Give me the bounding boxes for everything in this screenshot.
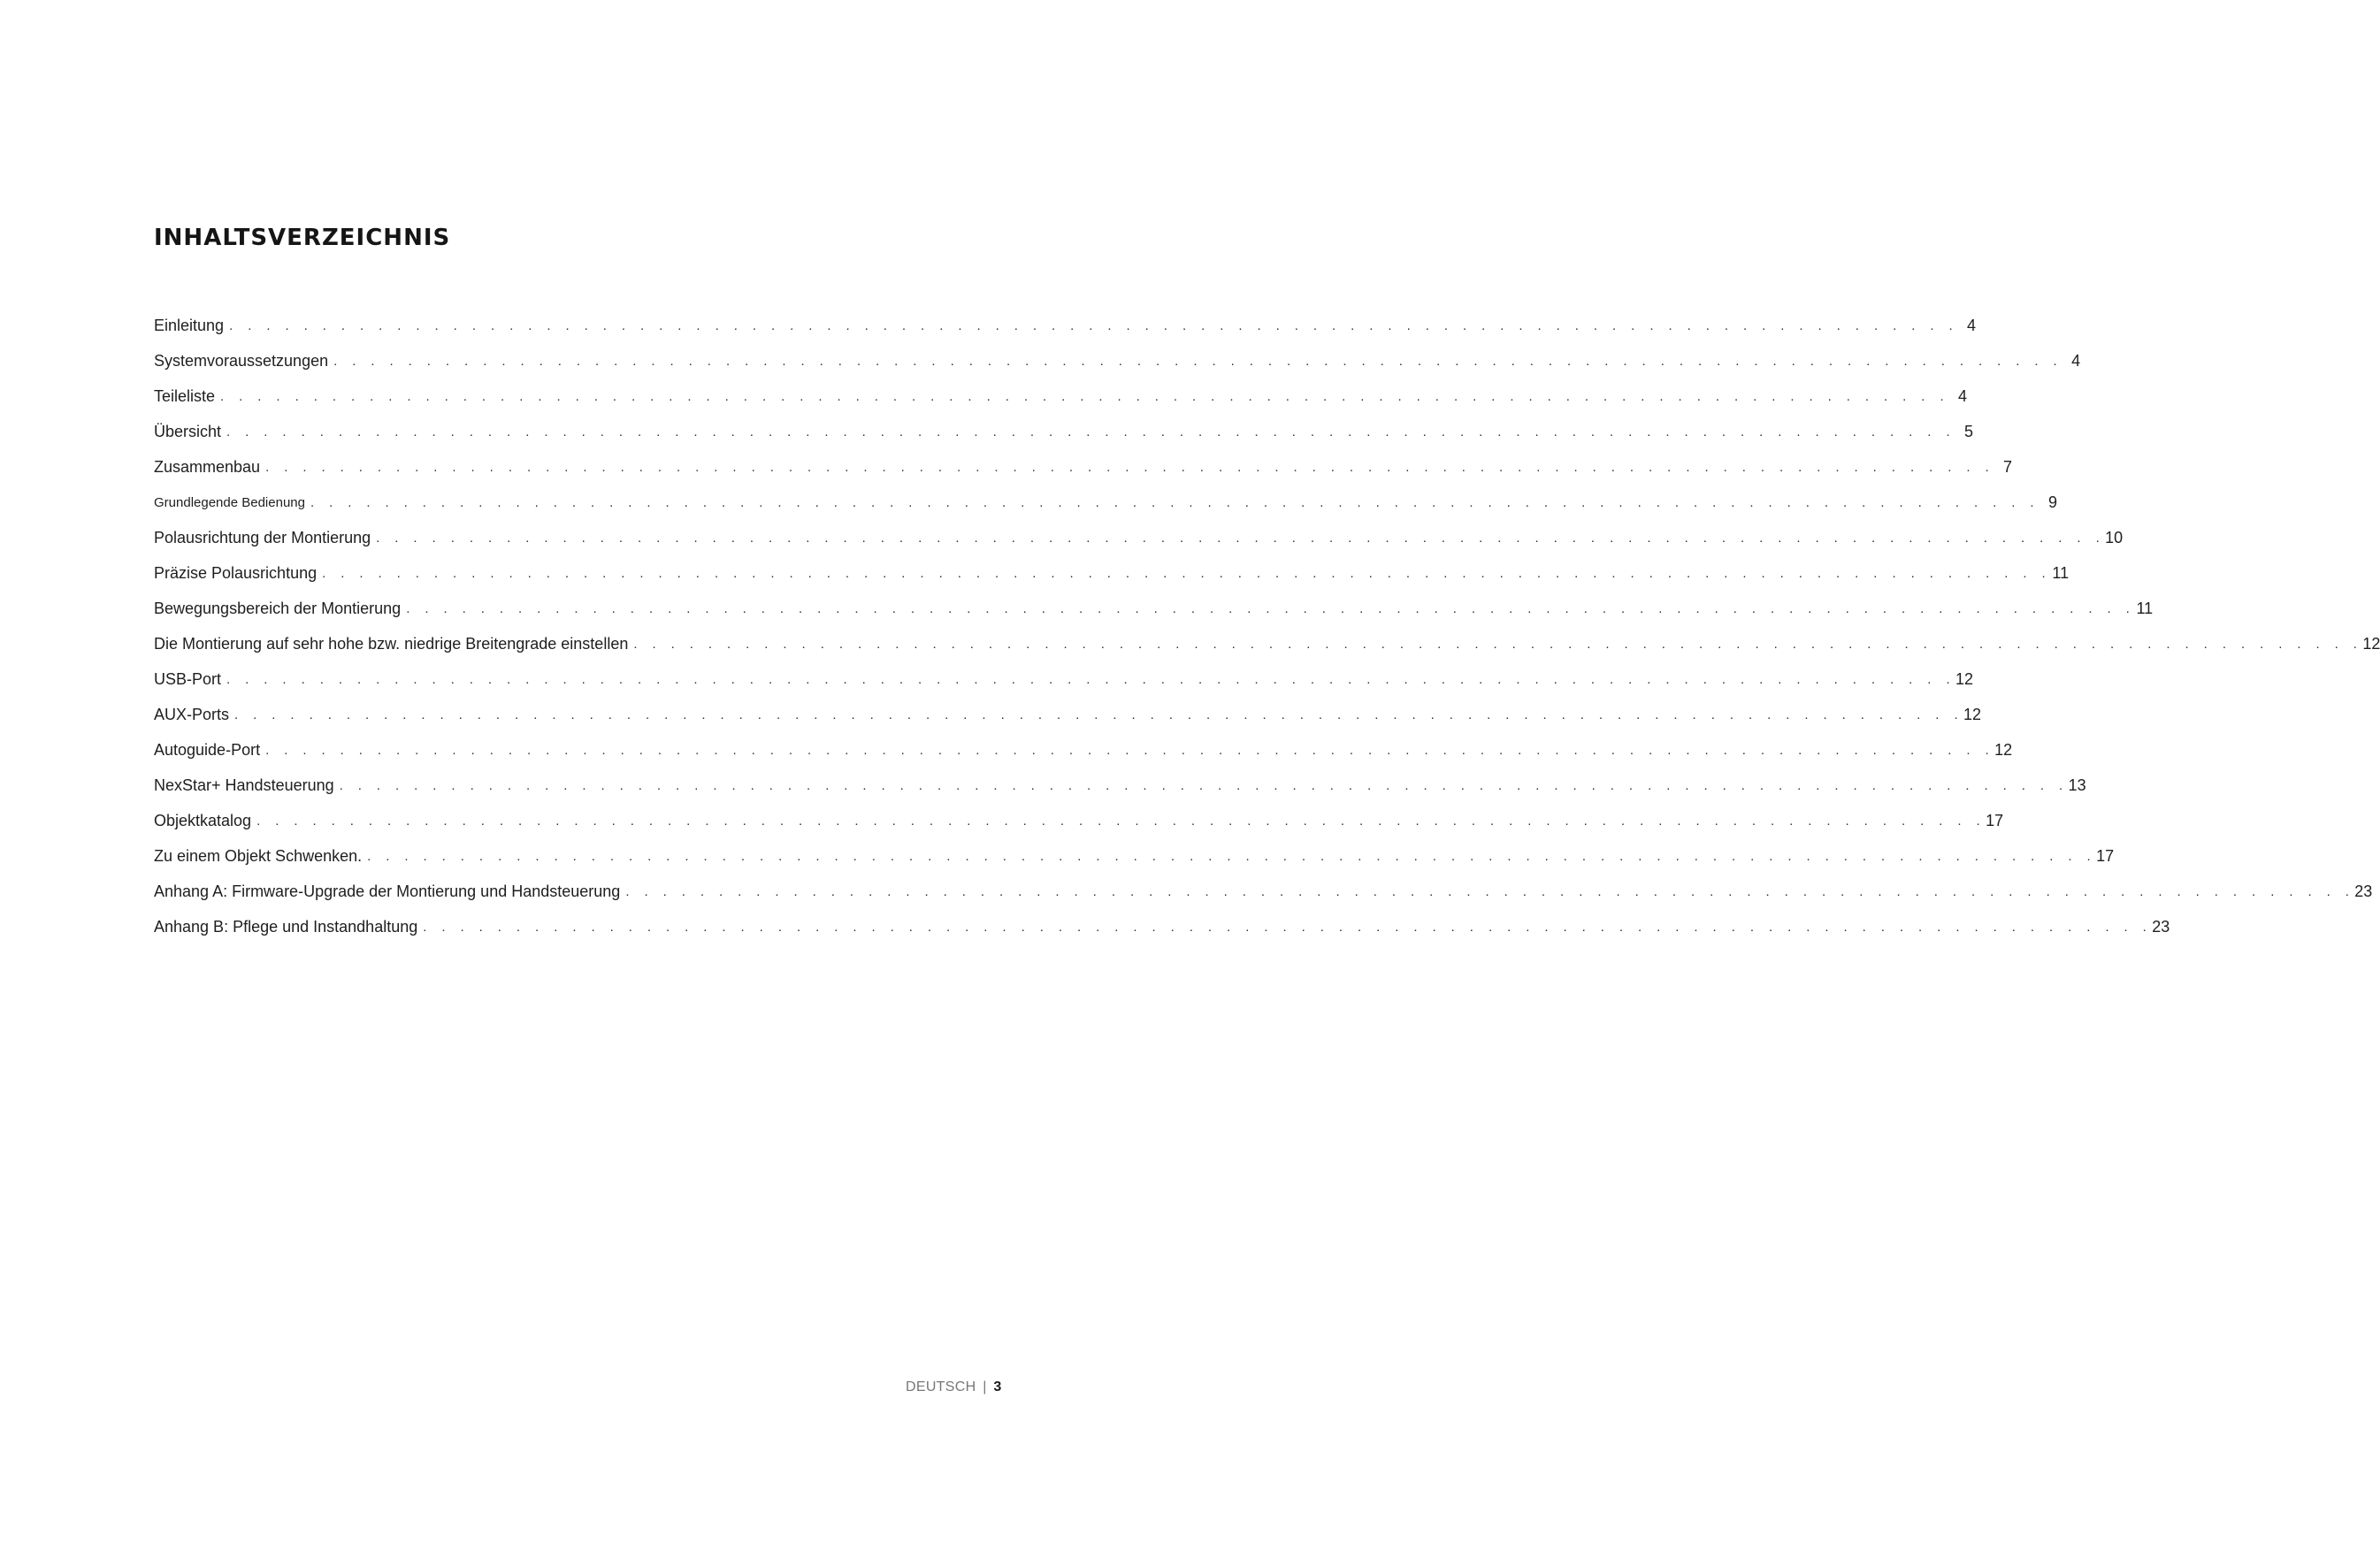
toc-entry[interactable] xyxy=(154,520,2124,555)
toc-entry[interactable] xyxy=(154,732,2013,768)
dot-leader: . . . . . . . . . . . . . . . . . . . . . . . . . . . . . . . . . . . . . . . . . . . . . . . . . . . . . . . . . . . . . . . . . . . . . . . . . . . . . . . . . . . . . . . . . . . . . xyxy=(376,530,2106,546)
toc-entry-page: 11 xyxy=(2136,599,2154,617)
toc-entry-page: 4 xyxy=(1958,386,1968,405)
toc-entry-label: Anhang B: Pflege und Instandhaltung xyxy=(154,917,418,936)
toc-entry-page: 12 xyxy=(1994,740,2013,759)
toc-entry[interactable] xyxy=(154,874,2373,909)
dot-leader: . . . . . . . . . . . . . . . . . . . . . . . . . . . . . . . . . . . . . . . . . . . . . . . . . . . . . . . . . . . . . . . . . . . . . . . . . . . . . . . . . . . . . . . . . . . . . xyxy=(333,353,2063,369)
toc-entry-page: 12 xyxy=(1963,705,1982,723)
toc-entry[interactable] xyxy=(154,308,1977,343)
dot-leader: . . . . . . . . . . . . . . . . . . . . . . . . . . . . . . . . . . . . . . . . . . . . . . . . . . . . . . . . . . . . . . . . . . . . . . . . . . . . . . . . . . . . . . . . . . . . . xyxy=(265,459,1995,475)
footer-page-number: 3 xyxy=(993,1379,1002,1394)
toc-entry[interactable] xyxy=(154,378,1968,414)
toc-entry-page: 13 xyxy=(2068,776,2086,794)
toc-entry-page: 12 xyxy=(1955,669,1974,688)
toc-entry[interactable] xyxy=(154,626,2380,661)
toc-entry[interactable] xyxy=(154,697,1982,732)
toc-entry-page: 23 xyxy=(2152,917,2170,936)
toc-entry-label: AUX-Ports xyxy=(154,705,230,723)
dot-leader: . . . . . . . . . . . . . . . . . . . . . . . . . . . . . . . . . . . . . . . . . . . . . . . . . . . . . . . . . . . . . . . . . . . . . . . . . . . . . . . . . . . . . . . . . . . . . xyxy=(367,848,2097,864)
toc-entry-page: 5 xyxy=(1964,422,1974,440)
toc-entry-label: Zu einem Objekt Schwenken. xyxy=(154,846,363,865)
toc-entry-label: Objektkatalog xyxy=(154,811,252,829)
dot-leader: . . . . . . . . . . . . . . . . . . . . . . . . . . . . . . . . . . . . . . . . . . . . . . . . . . . . . . . . . . . . . . . . . . . . . . . . . . . . . . . . . . . . . . . . . . . . . xyxy=(423,919,2153,935)
toc-entry-page: 7 xyxy=(2003,457,2013,476)
dot-leader: . . . . . . . . . . . . . . . . . . . . . . . . . . . . . . . . . . . . . . . . . . . . . . . . . . . . . . . . . . . . . . . . . . . . . . . . . . . . . . . . . . . . . . . . . . . . . xyxy=(322,565,2052,581)
dot-leader: . . . . . . . . . . . . . . . . . . . . . . . . . . . . . . . . . . . . . . . . . . . . . . . . . . . . . . . . . . . . . . . . . . . . . . . . . . . . . . . . . . . . . . . . . . . . . xyxy=(339,777,2069,793)
toc-entry-label: Einleitung xyxy=(154,316,225,334)
toc-entry[interactable] xyxy=(154,414,1974,449)
dot-leader: . . . . . . . . . . . . . . . . . . . . . . . . . . . . . . . . . . . . . . . . . . . . . . . . . . . . . . . . . . . . . . . . . . . . . . . . . . . . . . . . . . . . . . . . . . . . . xyxy=(406,600,2136,616)
toc-entry-page: 23 xyxy=(2354,882,2373,900)
footer-separator: | xyxy=(983,1379,987,1394)
toc-entry-label: Polausrichtung der Montierung xyxy=(154,528,371,546)
toc-entry[interactable] xyxy=(154,343,2081,378)
dot-leader: . . . . . . . . . . . . . . . . . . . . . . . . . . . . . . . . . . . . . . . . . . . . . . . . . . . . . . . . . . . . . . . . . . . . . . . . . . . . . . . . . . . . . . . . . . . . . xyxy=(234,707,1964,722)
dot-leader: . . . . . . . . . . . . . . . . . . . . . . . . . . . . . . . . . . . . . . . . . . . . . . . . . . . . . . . . . . . . . . . . . . . . . . . . . . . . . . . . . . . . . . . . . . . . . xyxy=(226,671,1956,687)
toc-entry-page: 12 xyxy=(2362,634,2380,653)
dot-leader: . . . . . . . . . . . . . . . . . . . . . . . . . . . . . . . . . . . . . . . . . . . . . . . . . . . . . . . . . . . . . . . . . . . . . . . . . . . . . . . . . . . . . . . . . . . . . xyxy=(625,883,2355,899)
toc-entry-label: Autoguide-Port xyxy=(154,740,261,759)
page-title: INHALTSVERZEICHNIS xyxy=(154,225,451,251)
toc-entry-label: Zusammenbau xyxy=(154,457,261,476)
toc-entry[interactable] xyxy=(154,909,2170,944)
toc-entry[interactable] xyxy=(154,485,2057,520)
dot-leader: . . . . . . . . . . . . . . . . . . . . . . . . . . . . . . . . . . . . . . . . . . . . . . . . . . . . . . . . . . . . . . . . . . . . . . . . . . . . . . . . . . . . . . . . . . . . . xyxy=(265,742,1995,758)
toc-entry-page: 11 xyxy=(2052,563,2070,582)
toc-entry-page: 10 xyxy=(2105,528,2124,546)
toc-entry[interactable] xyxy=(154,838,2115,874)
dot-leader: . . . . . . . . . . . . . . . . . . . . . . . . . . . . . . . . . . . . . . . . . . . . . . . . . . . . . . . . . . . . . . . . . . . . . . . . . . . . . . . . . . . . . . . . . . . . . xyxy=(256,813,1986,829)
toc-entry-label: NexStar+ Handsteuerung xyxy=(154,776,334,794)
toc-entry[interactable] xyxy=(154,803,2004,838)
dot-leader: . . . . . . . . . . . . . . . . . . . . . . . . . . . . . . . . . . . . . . . . . . . . . . . . . . . . . . . . . . . . . . . . . . . . . . . . . . . . . . . . . . . . . . . . . . . . . xyxy=(226,424,1956,439)
toc-entry-page: 17 xyxy=(2096,846,2115,865)
toc-entry[interactable] xyxy=(154,449,2013,485)
toc-entry[interactable] xyxy=(154,768,2086,803)
page-footer xyxy=(906,1379,1002,1395)
toc-entry-label: Anhang A: Firmware-Upgrade der Montierung und Handsteuerung xyxy=(154,882,621,900)
toc-entry-label: Präzise Polausrichtung xyxy=(154,563,318,582)
toc-entry-page: 9 xyxy=(2047,493,2057,511)
toc-entry[interactable] xyxy=(154,555,2070,591)
toc-entry-label: Übersicht xyxy=(154,422,222,440)
dot-leader: . . . . . . . . . . . . . . . . . . . . . . . . . . . . . . . . . . . . . . . . . . . . . . . . . . . . . . . . . . . . . . . . . . . . . . . . . . . . . . . . . . . . . . . . . . . . . xyxy=(633,636,2363,652)
toc-entry-label: Teileliste xyxy=(154,386,216,405)
toc-entry-label: Die Montierung auf sehr hohe bzw. niedrige Breitengrade einstellen xyxy=(154,634,629,653)
dot-leader: . . . . . . . . . . . . . . . . . . . . . . . . . . . . . . . . . . . . . . . . . . . . . . . . . . . . . . . . . . . . . . . . . . . . . . . . . . . . . . . . . . . . . . . . . . . . . xyxy=(220,388,1950,404)
toc-entry-label: Bewegungsbereich der Montierung xyxy=(154,599,402,617)
table-of-contents xyxy=(154,308,2380,944)
dot-leader: . . . . . . . . . . . . . . . . . . . . . . . . . . . . . . . . . . . . . . . . . . . . . . . . . . . . . . . . . . . . . . . . . . . . . . . . . . . . . . . . . . . . . . . . . . . . . xyxy=(229,317,1959,333)
toc-entry-label: USB-Port xyxy=(154,669,222,688)
toc-entry[interactable] xyxy=(154,591,2154,626)
toc-entry-label: Systemvoraussetzungen xyxy=(154,351,329,370)
dot-leader: . . . . . . . . . . . . . . . . . . . . . . . . . . . . . . . . . . . . . . . . . . . . . . . . . . . . . . . . . . . . . . . . . . . . . . . . . . . . . . . . . . . . . . . . . . . . . xyxy=(310,494,2039,510)
toc-entry-page: 17 xyxy=(1986,811,2004,829)
footer-language: DEUTSCH xyxy=(906,1379,976,1394)
toc-entry-page: 4 xyxy=(1967,316,1977,334)
toc-entry-page: 4 xyxy=(2071,351,2081,370)
toc-entry[interactable] xyxy=(154,661,1974,697)
toc-entry-label: Grundlegende Bedienung xyxy=(154,494,305,510)
